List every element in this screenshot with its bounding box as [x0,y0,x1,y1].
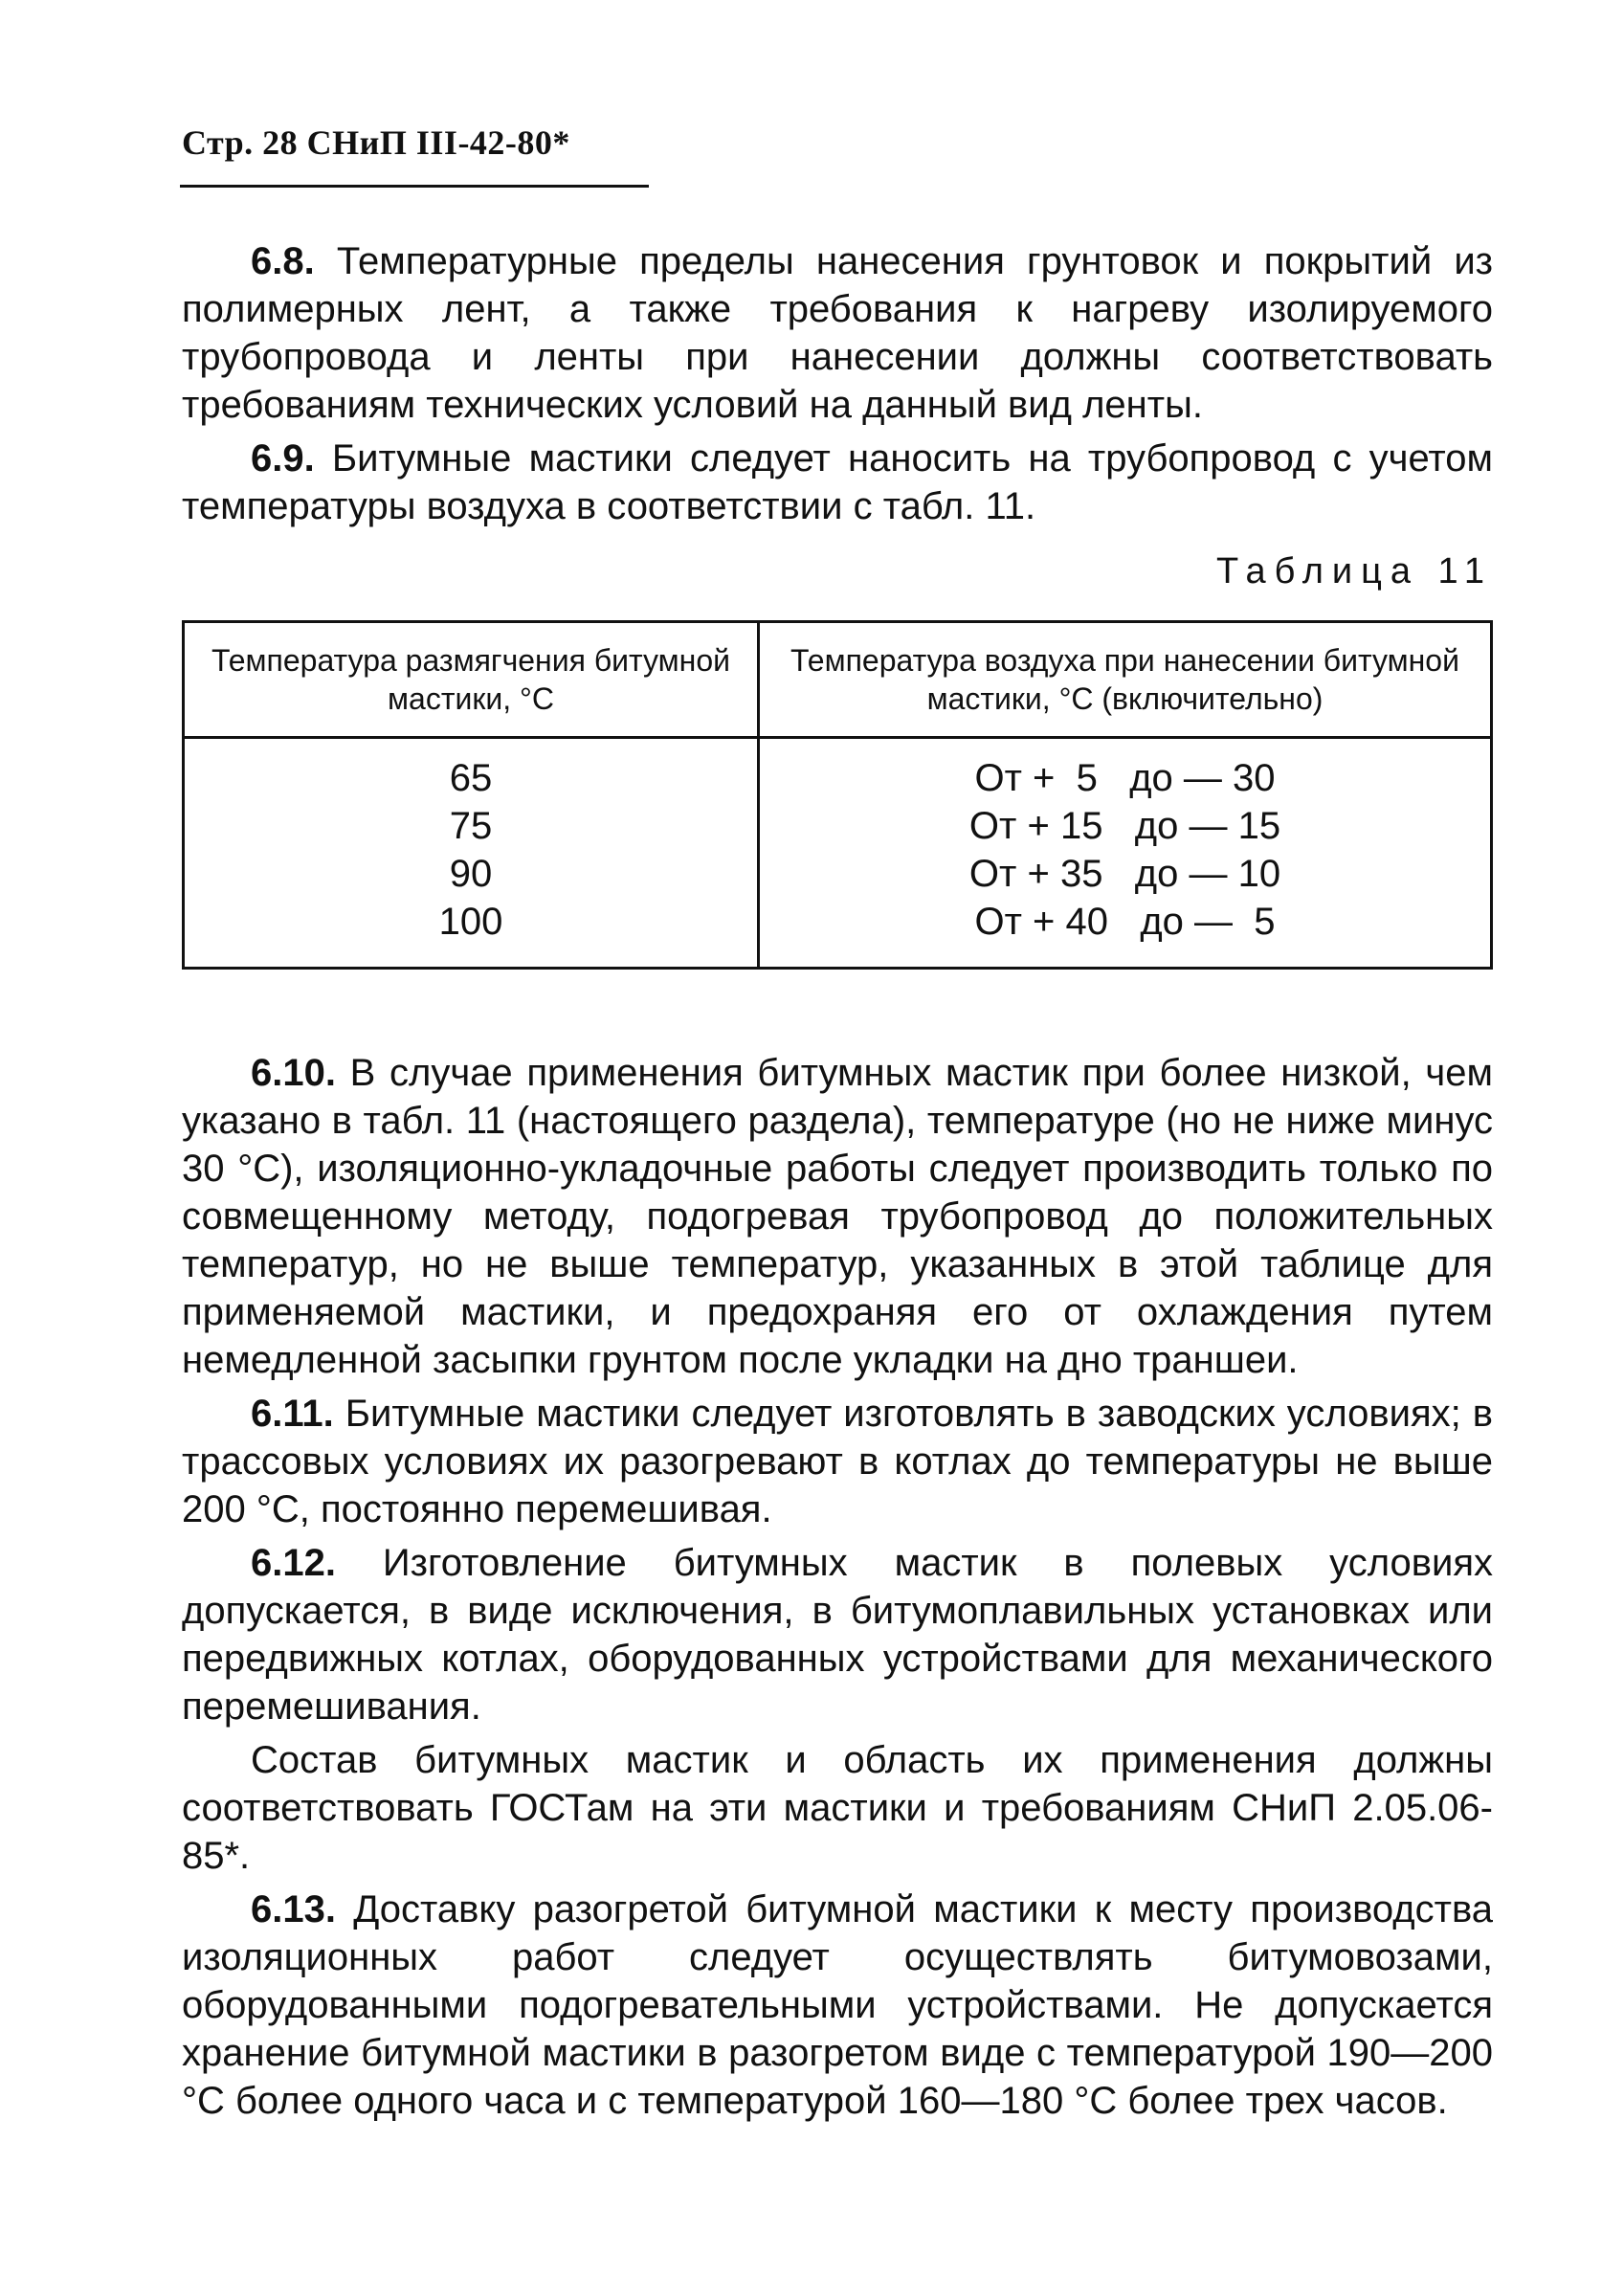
clause-text: В случае применения битумных мастик при более низкой, чем указано в табл. 11 (настоящего раздела), температуре (но не ниже минус 30 °С), изоляционно-укладочные работы следует производить только по совмещенному методу, подогревая трубопровод до положительных температур, но не выше температур, указанных в этой таблице для применяемой мастики, и предохраняя его от охлаждения путем немедленной засыпки грунтом после укладки на дно траншеи. [182,1052,1493,1381]
clause-text: Битумные мастики следует изготовлять в заводских условиях; в трассовых условиях их разогревают в котлах до температуры не выше 200 °С, постоянно перемешивая. [182,1393,1493,1530]
paragraph-composition [182,1736,1493,1880]
paragraph-6-13 [182,1886,1493,2125]
header-air-temp: Температура воздуха при нанесении битумной мастики, °С (включительно) [759,622,1492,738]
clause-number: 6.9. [251,437,315,480]
cell-softening: 65 [184,738,759,803]
clause-number: 6.8. [251,240,315,282]
clause-number: 6.12. [251,1542,336,1584]
clause-text: Температурные пределы нанесения грунтовок и покрытий из полимерных лент, а также требования к нагреву изолируемого трубопровода и ленты при нанесении должны соответствовать требованиям технических условий на данный вид ленты. [182,240,1493,426]
table-header-row [184,622,1492,738]
cell-air-range: От + 5 до — 30 [974,757,1276,799]
header-softening-temp: Температура размягчения битумной мастики, °С [184,622,759,738]
paragraph-6-8 [182,237,1493,429]
paragraph-6-12 [182,1539,1493,1730]
paragraph-6-9 [182,435,1493,530]
top-section [182,237,1493,536]
paragraph-6-11 [182,1390,1493,1533]
page-header: Стр. 28 СНиП III-42-80* [182,123,570,162]
clause-text: Битумные мастики следует наносить на трубопровод с учетом температуры воздуха в соответствии с табл. 11. [182,437,1493,527]
header-rule [180,185,649,188]
cell-softening: 100 [184,898,759,969]
cell-air-range: От + 35 до — 10 [968,853,1281,895]
cell-air-range: От + 40 до — 5 [974,901,1276,943]
clause-text: Состав битумных мастик и область их применения должны соответствовать ГОСТам на эти мастики и требованиям СНиП 2.05.06-85*. [182,1739,1493,1877]
paragraph-6-10 [182,1049,1493,1384]
clause-number: 6.11. [251,1393,334,1435]
table-11 [182,620,1493,970]
clause-text: Изготовление битумных мастик в полевых условиях допускается, в виде исключения, в битумоплавильных установках или передвижных котлах, оборудованных устройствами для механического перемешивания. [182,1542,1493,1728]
cell-softening: 90 [184,850,759,898]
bottom-section [182,1049,1493,2131]
cell-air-range: От + 15 до — 15 [968,805,1281,847]
table-row [184,802,1492,850]
table-row [184,898,1492,969]
table-row [184,850,1492,898]
table-caption: Таблица 11 [1216,551,1493,591]
clause-number: 6.10. [251,1052,336,1094]
clause-number: 6.13. [251,1888,336,1930]
clause-text: Доставку разогретой битумной мастики к месту производства изоляционных работ следует осуществлять битумовозами, оборудованными подогревательными устройствами. Не допускается хранение битумной мастики в разогретом виде с температурой 190—200 °С более одного часа и с температурой 160—180 °С более трех часов. [182,1888,1493,2122]
table-row [184,738,1492,803]
cell-softening: 75 [184,802,759,850]
